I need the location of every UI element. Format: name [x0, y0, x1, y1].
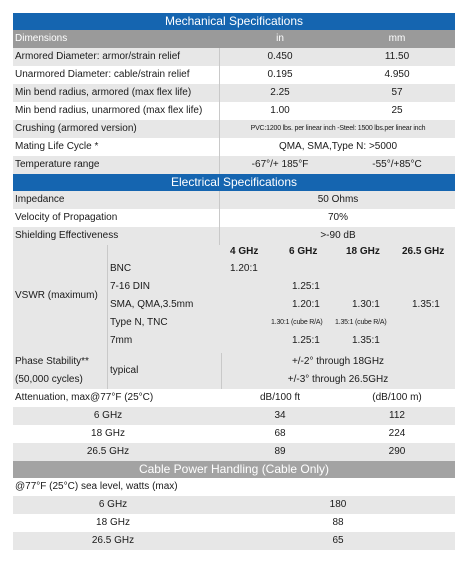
- row-mm-value: 4.950: [384, 69, 410, 80]
- vswr-value: 1.25:1: [292, 335, 320, 346]
- temperature-f: -67°/+ 185°F: [251, 159, 309, 170]
- row-mm-value: 57: [391, 87, 403, 98]
- power-header: Cable Power Handling (Cable Only): [13, 461, 455, 478]
- table-row: [13, 66, 455, 84]
- vswr-value: 1.20:1: [230, 263, 258, 274]
- table-row: [13, 191, 455, 209]
- table-row: [13, 138, 455, 156]
- attenuation-ft: 89: [274, 446, 286, 457]
- row-mm-value: 11.50: [384, 51, 410, 62]
- attenuation-m: 290: [388, 446, 406, 457]
- crushing-value: PVC:1200 lbs. per linear inch -Steel: 1500 lbs.per linear inch: [250, 125, 426, 132]
- attenuation-unit-m: (dB/100 m): [372, 392, 422, 403]
- table-row: [13, 120, 455, 138]
- table-row: [13, 209, 455, 227]
- attenuation-freq: 26.5 GHz: [86, 446, 130, 457]
- attenuation-freq: 6 GHz: [93, 410, 123, 421]
- table-row: [13, 102, 455, 120]
- row-in-value: 0.450: [267, 51, 293, 62]
- row-label: Unarmored Diameter: cable/strain relief: [15, 69, 190, 80]
- freq-header: 26.5 GHz: [402, 246, 445, 257]
- vswr-value: 1.30:1 (cube R/A): [271, 319, 323, 326]
- crushing-label: Crushing (armored version): [15, 123, 137, 134]
- dimensions-header-row: [13, 30, 455, 48]
- impedance-label: Impedance: [15, 194, 65, 205]
- spec-sheet: [13, 13, 455, 550]
- table-row: [13, 478, 455, 496]
- power-label: @77°F (25°C) sea level, watts (max): [15, 481, 178, 492]
- phase-label: Phase Stability**: [15, 356, 89, 367]
- attenuation-label: Attenuation, max@77°F (25°C): [15, 392, 154, 403]
- attenuation-ft: 68: [274, 428, 286, 439]
- temperature-c: -55°/+85°C: [372, 159, 422, 170]
- phase-cycles: (50,000 cycles): [15, 374, 83, 385]
- vswr-block: [13, 245, 455, 353]
- phase-block: [13, 353, 455, 389]
- vswr-value: 1.25:1: [292, 281, 320, 292]
- attenuation-m: 112: [389, 410, 405, 421]
- vswr-value: 1.20:1: [292, 299, 320, 310]
- vswr-value: 1.30:1: [352, 299, 380, 310]
- table-row: [13, 389, 455, 407]
- electrical-header: Electrical Specifications: [13, 174, 455, 191]
- power-value: 88: [332, 517, 344, 528]
- power-freq: 26.5 GHz: [91, 535, 135, 546]
- impedance-value: 50 Ohms: [317, 194, 359, 205]
- mechanical-header: Mechanical Specifications: [13, 13, 455, 30]
- velocity-value: 70%: [327, 212, 348, 223]
- mm-unit-label: mm: [388, 33, 406, 44]
- freq-header: 4 GHz: [230, 246, 259, 257]
- table-row: [13, 425, 455, 443]
- power-freq: 6 GHz: [98, 499, 128, 510]
- phase-line2: +/-3° through 26.5GHz: [287, 374, 389, 385]
- power-value: 180: [329, 499, 347, 510]
- temperature-label: Temperature range: [15, 159, 100, 170]
- row-in-value: 1.00: [270, 105, 290, 116]
- mating-label: Mating Life Cycle *: [15, 141, 99, 152]
- phase-typical: typical: [110, 365, 139, 376]
- connector-label: SMA, QMA,3.5mm: [110, 299, 194, 310]
- table-row: [13, 496, 455, 514]
- attenuation-ft: 34: [274, 410, 286, 421]
- table-row: [13, 48, 455, 66]
- connector-label: BNC: [110, 263, 132, 274]
- phase-line1: +/-2° through 18GHz: [291, 356, 385, 367]
- table-row: [13, 407, 455, 425]
- power-value: 65: [332, 535, 344, 546]
- table-row: [13, 514, 455, 532]
- velocity-label: Velocity of Propagation: [15, 212, 118, 223]
- attenuation-freq: 18 GHz: [91, 428, 125, 439]
- attenuation-unit-ft: dB/100 ft: [259, 392, 301, 403]
- vswr-value: 1.35:1: [352, 335, 380, 346]
- row-label: Min bend radius, unarmored (max flex life): [15, 105, 203, 116]
- vswr-value: 1.35:1 (cube R/A): [335, 319, 387, 326]
- row-label: Min bend radius, armored (max flex life): [15, 87, 192, 98]
- freq-header: 6 GHz: [289, 246, 318, 257]
- row-in-value: 0.195: [267, 69, 293, 80]
- dimensions-label: Dimensions: [15, 33, 68, 44]
- vswr-value: 1.35:1: [412, 299, 440, 310]
- row-in-value: 2.25: [270, 87, 290, 98]
- table-row: [13, 532, 455, 550]
- attenuation-m: 224: [388, 428, 406, 439]
- shielding-value: >-90 dB: [320, 230, 356, 241]
- connector-label: 7mm: [110, 335, 133, 346]
- vswr-label: VSWR (maximum): [15, 290, 98, 301]
- table-row: [13, 84, 455, 102]
- table-row: [13, 443, 455, 461]
- freq-header: 18 GHz: [346, 246, 380, 257]
- mating-value: QMA, SMA,Type N: >5000: [278, 141, 398, 152]
- table-row: [13, 227, 455, 245]
- power-freq: 18 GHz: [96, 517, 130, 528]
- shielding-label: Shielding Effectiveness: [15, 230, 119, 241]
- row-mm-value: 25: [391, 105, 403, 116]
- row-label: Armored Diameter: armor/strain relief: [15, 51, 181, 62]
- connector-label: 7-16 DIN: [110, 281, 151, 292]
- in-unit-label: in: [276, 33, 284, 44]
- connector-label: Type N, TNC: [110, 317, 168, 328]
- table-row: [13, 156, 455, 174]
